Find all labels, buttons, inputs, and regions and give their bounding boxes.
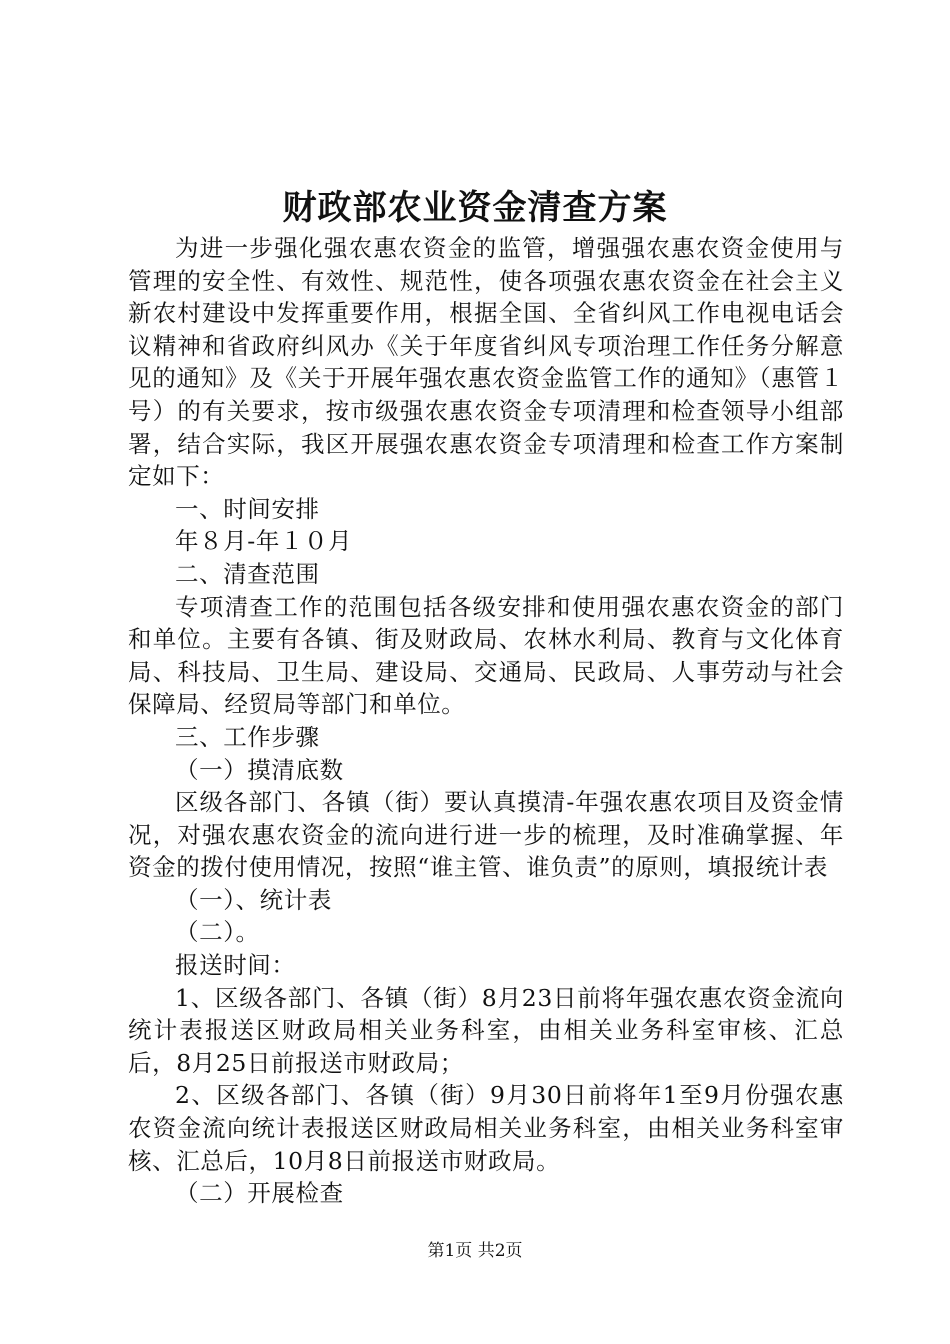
paragraph-schedule-period: 年８月-年１０月: [175, 527, 353, 556]
paragraph-submission-2: 2、区级各部门、各镇（街）9月30日前将年1至9月份强农惠农资金流向统计表报送区财政局相关业务科室，由相关业务科室审核、汇总后，10月8日前报送市财政局。: [128, 1081, 844, 1175]
heading-scope: 二、清查范围: [175, 559, 320, 588]
paragraph-intro: 为进一步强化强农惠农资金的监管，增强强农惠农资金使用与管理的安全性、有效性、规范性，使各项强农惠农资金在社会主义新农村建设中发挥重要作用，根据全国、全省纠风工作电视电话会议精神和省政府纠风办《关于年度省纠风专项治理工作任务分解意见的通知》及《关于开展年强农惠农资金监管工作的通知》（惠管１号）的有关要求，按市级强农惠农资金专项清理和检查领导小组部署，结合实际，我区开展强农惠农资金专项清理和检查工作方案制定如下：: [128, 234, 844, 491]
subheading-baseline: （一）摸清底数: [175, 755, 344, 784]
document-title: 财政部农业资金清查方案: [282, 188, 668, 228]
paragraph-baseline: 区级各部门、各镇（街）要认真摸清-年强农惠农项目及资金情况，对强农惠农资金的流向进行进一步的梳理，及时准确掌握、年资金的拨付使用情况，按照“谁主管、谁负责”的原则，填报统计表: [128, 788, 844, 882]
heading-steps: 三、工作步骤: [175, 722, 320, 751]
page-footer: 第1页 共2页: [427, 1241, 523, 1261]
subheading-inspection: （二）开展检查: [175, 1179, 344, 1208]
list-item-second: （二）。: [175, 918, 260, 947]
document-body: [128, 232, 844, 1210]
list-item-statistics-table: （一）、统计表: [175, 885, 332, 914]
paragraph-scope: 专项清查工作的范围包括各级安排和使用强农惠农资金的部门和单位。主要有各镇、街及财政局、农林水利局、教育与文化体育局、科技局、卫生局、建设局、交通局、民政局、人事劳动与社会保障局、经贸局等部门和单位。: [128, 592, 844, 719]
label-submission-time: 报送时间：: [175, 951, 296, 980]
heading-schedule: 一、时间安排: [175, 494, 320, 523]
paragraph-submission-1: 1、区级各部门、各镇（街）8月23日前将年强农惠农资金流向统计表报送区财政局相关业务科室，由相关业务科室审核、汇总后，8月25日前报送市财政局；: [128, 983, 844, 1077]
